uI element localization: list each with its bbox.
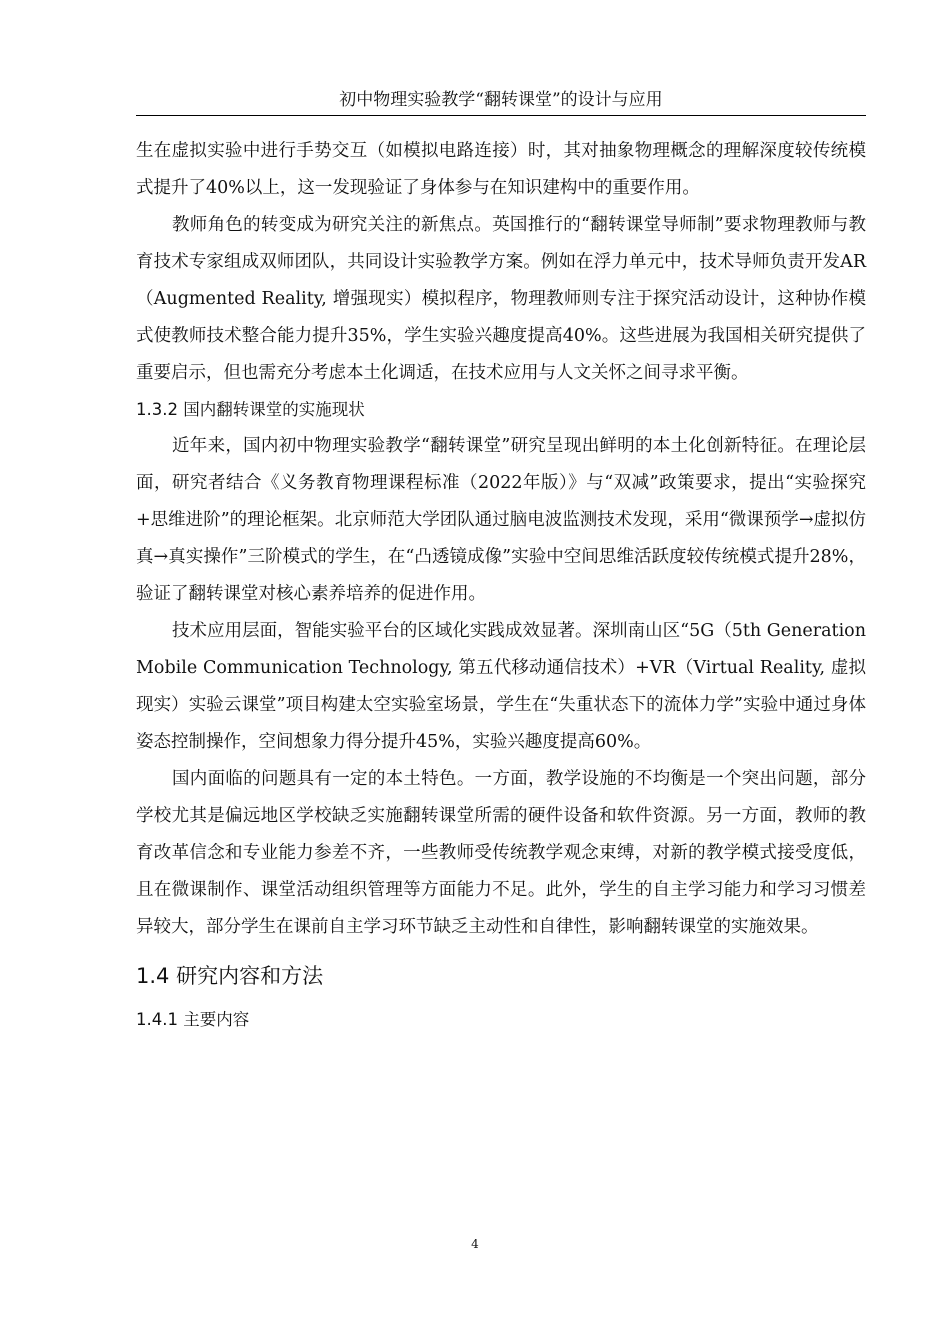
body-paragraph-teacher-role: 教师角色的转变成为研究关注的新焦点。英国推行的“翻转课堂导师制”要求物理教师与教育技术专家组成双师团队，共同设计实验教学方案。例如在浮力单元中，技术导师负责开发AR（Augmented Reality, 增强现实）模拟程序，物理教师则专注于探究活动设计，这种协作模式使教师技术整合能力提升35%，学生实验兴趣度提高40%。这些进展为我国相关研究提供了重要启示，但也需充分考虑本土化调适，在技术应用与人文关怀之间寻求平衡。 [136,215,866,383]
section-heading-1-3-2: 1.3.2 国内翻转课堂的实施现状 [136,400,365,419]
body-paragraph-technology-application: 技术应用层面，智能实验平台的区域化实践成效显著。深圳南山区“5G（5th Generation Mobile Communication Technology, 第五代移动通信技术）+VR（Virtual Reality, 虚拟现实）实验云课堂”项目构建太空实验室场景，学生在“失重状态下的流体力学”实验中通过身体姿态控制操作，空间想象力得分提升45%，实验兴趣度提高60%。 [136,621,866,752]
page-number: 4 [471,1237,479,1251]
header-divider [136,115,866,116]
section-heading-1-4-1: 1.4.1 主要内容 [136,1010,250,1029]
page-body [136,133,866,1038]
running-header-title: 初中物理实验教学“翻转课堂”的设计与应用 [339,90,663,110]
section-heading-1-4: 1.4 研究内容和方法 [136,964,324,988]
body-paragraph-domestic-problems: 国内面临的问题具有一定的本土特色。一方面，教学设施的不均衡是一个突出问题，部分学校尤其是偏远地区学校缺乏实施翻转课堂所需的硬件设备和软件资源。另一方面，教师的教育改革信念和专业能力参差不齐，一些教师受传统教学观念束缚，对新的教学模式接受度低，且在微课制作、课堂活动组织管理等方面能力不足。此外，学生的自主学习能力和学习习惯差异较大，部分学生在课前自主学习环节缺乏主动性和自律性，影响翻转课堂的实施效果。 [136,769,866,937]
body-paragraph-continued: 生在虚拟实验中进行手势交互（如模拟电路连接）时，其对抽象物理概念的理解深度较传统模式提升了40%以上，这一发现验证了身体参与在知识建构中的重要作用。 [136,141,866,198]
body-paragraph-domestic-research: 近年来，国内初中物理实验教学“翻转课堂”研究呈现出鲜明的本土化创新特征。在理论层面，研究者结合《义务教育物理课程标准（2022年版）》与“双减”政策要求，提出“实验探究+思维进阶”的理论框架。北京师范大学团队通过脑电波监测技术发现，采用“微课预学→虚拟仿真→真实操作”三阶模式的学生，在“凸透镜成像”实验中空间思维活跃度较传统模式提升28%，验证了翻转课堂对核心素养培养的促进作用。 [136,436,866,604]
